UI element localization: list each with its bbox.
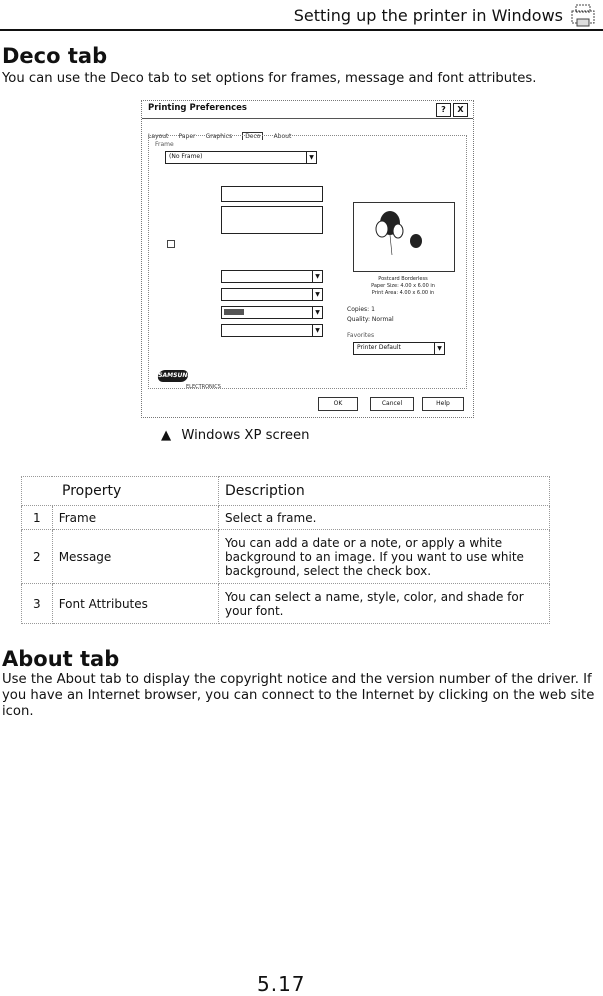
frame-label: Frame	[155, 141, 174, 148]
tab-about[interactable]: About	[273, 133, 292, 140]
message-textbox-1[interactable]	[221, 186, 323, 202]
header-property: Property	[22, 477, 219, 506]
samsung-logo[interactable]: SAMSUNG	[157, 370, 189, 382]
table-header-row	[22, 477, 550, 506]
close-icon[interactable]: X	[453, 103, 468, 117]
row-description: You can add a date or a note, or apply a white background to an image. If you want to use white background, select the check box.	[219, 530, 550, 584]
row-number: 3	[22, 584, 53, 624]
tab-bar	[148, 123, 296, 140]
dialog-body	[148, 135, 467, 389]
row-property: Font Attributes	[52, 584, 218, 624]
about-heading: About tab	[2, 647, 120, 671]
preview-paper-size: Paper Size: 4.00 x 6.00 in	[371, 283, 435, 289]
screenshot-caption	[161, 428, 309, 443]
color-swatch	[224, 309, 244, 315]
table-row	[22, 584, 550, 624]
frame-select[interactable]	[165, 151, 317, 164]
favorites-select[interactable]	[353, 342, 445, 355]
row-number: 2	[22, 530, 53, 584]
deco-heading: Deco tab	[2, 44, 108, 68]
row-description: You can select a name, style, color, and shade for your font.	[219, 584, 550, 624]
tab-layout[interactable]: Layout	[148, 133, 169, 140]
table-row	[22, 530, 550, 584]
preview-image	[353, 202, 455, 272]
page-number: 5.17	[257, 972, 306, 996]
help-button[interactable]: Help	[422, 397, 464, 411]
font-shade-select[interactable]	[221, 324, 323, 337]
printer-icon	[569, 2, 597, 28]
cancel-button[interactable]: Cancel	[370, 397, 414, 411]
preview-print-area: Print Area: 4.00 x 6.00 in	[371, 290, 435, 296]
header-description: Description	[219, 477, 550, 506]
preview-paper-type: Postcard Borderless	[378, 276, 428, 282]
font-color-select[interactable]	[221, 306, 323, 319]
chevron-down-icon: ▼	[306, 152, 316, 163]
caption-text: Windows XP screen	[181, 428, 310, 443]
deco-intro: You can use the Deco tab to set options for frames, message and font attributes.	[2, 71, 537, 86]
help-icon[interactable]: ?	[436, 103, 451, 117]
ok-button[interactable]: OK	[318, 397, 358, 411]
tab-graphics[interactable]: Graphics	[205, 133, 233, 140]
copies-info: Copies: 1	[347, 306, 375, 313]
message-textbox-2[interactable]	[221, 206, 323, 234]
chevron-down-icon: ▼	[312, 289, 322, 300]
row-property: Message	[52, 530, 218, 584]
chevron-down-icon: ▼	[434, 343, 444, 354]
chevron-down-icon: ▼	[312, 307, 322, 318]
white-background-checkbox[interactable]	[167, 240, 175, 248]
chevron-down-icon: ▼	[312, 325, 322, 336]
favorites-value: Printer Default	[357, 344, 401, 351]
favorites-label: Favorites	[347, 332, 375, 339]
quality-info: Quality: Normal	[347, 316, 394, 323]
property-table	[21, 476, 550, 624]
tab-deco[interactable]: Deco	[242, 132, 263, 140]
triangle-icon: ▲	[161, 428, 172, 443]
window-titlebar	[142, 101, 473, 119]
row-description: Select a frame.	[219, 506, 550, 530]
frame-value: (No Frame)	[169, 153, 203, 160]
samsung-logo-subtitle: ELECTRONICS	[186, 384, 221, 390]
about-text: Use the About tab to display the copyright notice and the version number of the driver. If you have an Internet browser, you can connect to the Internet by clicking on the web site icon.	[2, 672, 595, 719]
window-title: Printing Preferences	[148, 103, 247, 113]
chevron-down-icon: ▼	[312, 271, 322, 282]
header-rule	[0, 29, 603, 31]
printing-preferences-screenshot	[141, 100, 474, 418]
header-title: Setting up the printer in Windows	[293, 6, 563, 25]
table-row	[22, 506, 550, 530]
tab-paper[interactable]: Paper	[178, 133, 196, 140]
row-property: Frame	[52, 506, 218, 530]
row-number: 1	[22, 506, 53, 530]
font-style-select[interactable]	[221, 288, 323, 301]
font-name-select[interactable]	[221, 270, 323, 283]
